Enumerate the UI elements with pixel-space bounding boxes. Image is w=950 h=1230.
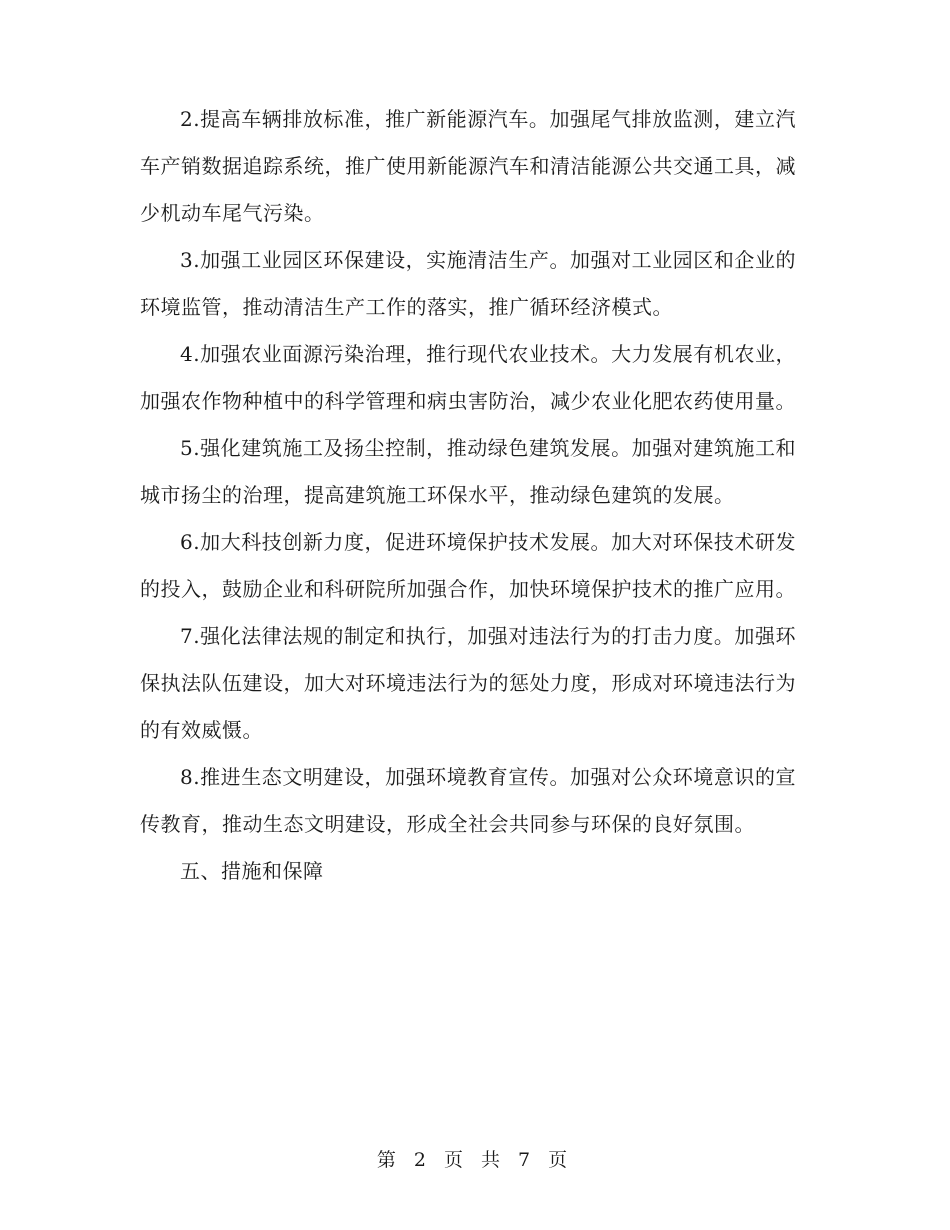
page-number-footer: 第 2 页 共 7 页 (376, 1149, 574, 1171)
paragraph-item-3: 3.加强工业园区环保建设，实施清洁生产。加强对工业园区和企业的环境监管，推动清洁生产工作的落实，推广循环经济模式。 (140, 248, 796, 319)
section-heading: 五、措施和保障 (180, 859, 324, 883)
document-body (140, 96, 796, 895)
paragraph-item-8: 8.推进生态文明建设，加强环境教育宣传。加强对公众环境意识的宣传教育，推动生态文明建设，形成全社会共同参与环保的良好氛围。 (140, 765, 796, 836)
paragraph-item-6: 6.加大科技创新力度，促进环境保护技术发展。加大对环保技术研发的投入，鼓励企业和科研院所加强合作，加快环境保护技术的推广应用。 (140, 530, 796, 601)
paragraph-item-2: 2.提高车辆排放标准，推广新能源汽车。加强尾气排放监测，建立汽车产销数据追踪系统，推广使用新能源汽车和清洁能源公共交通工具，减少机动车尾气污染。 (140, 107, 796, 225)
paragraph-item-5: 5.强化建筑施工及扬尘控制，推动绿色建筑发展。加强对建筑施工和城市扬尘的治理，提高建筑施工环保水平，推动绿色建筑的发展。 (140, 436, 796, 507)
paragraph-item-7: 7.强化法律法规的制定和执行，加强对违法行为的打击力度。加强环保执法队伍建设，加大对环境违法行为的惩处力度，形成对环境违法行为的有效威慑。 (140, 624, 796, 742)
paragraph-item-4: 4.加强农业面源污染治理，推行现代农业技术。大力发展有机农业，加强农作物种植中的科学管理和病虫害防治，减少农业化肥农药使用量。 (140, 342, 796, 413)
